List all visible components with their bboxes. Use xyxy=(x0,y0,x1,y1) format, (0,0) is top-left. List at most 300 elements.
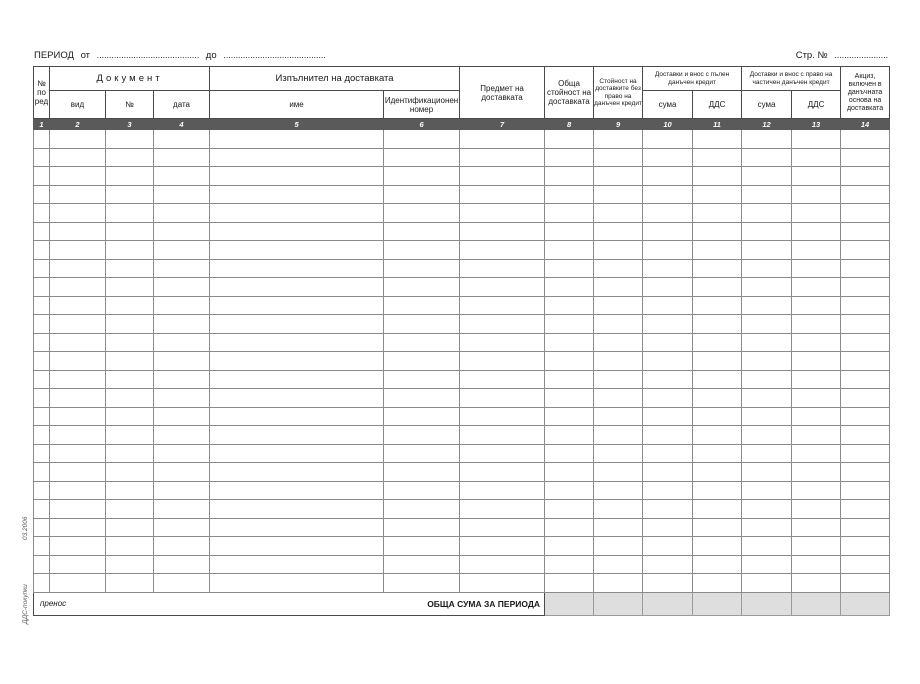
table-cell[interactable] xyxy=(545,167,594,186)
table-cell[interactable] xyxy=(742,333,792,352)
table-cell[interactable] xyxy=(545,296,594,315)
table-cell[interactable] xyxy=(643,537,693,556)
period-from-field[interactable]: .......................................... xyxy=(96,50,200,61)
table-cell[interactable] xyxy=(643,130,693,149)
table-cell[interactable] xyxy=(460,407,545,426)
table-cell[interactable] xyxy=(384,518,460,537)
table-cell[interactable] xyxy=(792,352,841,371)
table-cell[interactable] xyxy=(693,333,742,352)
table-cell[interactable] xyxy=(643,148,693,167)
table-cell[interactable] xyxy=(792,574,841,593)
table-cell[interactable] xyxy=(210,481,384,500)
table-cell[interactable] xyxy=(594,315,643,334)
table-cell[interactable] xyxy=(50,204,106,223)
table-cell[interactable] xyxy=(594,463,643,482)
table-cell[interactable] xyxy=(106,555,154,574)
table-cell[interactable] xyxy=(154,537,210,556)
table-cell[interactable] xyxy=(384,481,460,500)
table-cell[interactable] xyxy=(384,130,460,149)
table-cell[interactable] xyxy=(693,555,742,574)
table-cell[interactable] xyxy=(841,185,890,204)
table-cell[interactable] xyxy=(154,222,210,241)
table-cell[interactable] xyxy=(742,370,792,389)
table-cell[interactable] xyxy=(742,241,792,260)
table-cell[interactable] xyxy=(841,333,890,352)
table-cell[interactable] xyxy=(154,518,210,537)
table-cell[interactable] xyxy=(643,315,693,334)
table-cell[interactable] xyxy=(742,555,792,574)
table-cell[interactable] xyxy=(460,574,545,593)
table-cell[interactable] xyxy=(841,537,890,556)
table-cell[interactable] xyxy=(50,259,106,278)
table-cell[interactable] xyxy=(643,481,693,500)
table-cell[interactable] xyxy=(841,481,890,500)
total-cell[interactable] xyxy=(841,592,890,615)
table-cell[interactable] xyxy=(384,500,460,519)
table-cell[interactable] xyxy=(460,204,545,223)
table-cell[interactable] xyxy=(106,426,154,445)
table-cell[interactable] xyxy=(792,185,841,204)
table-cell[interactable] xyxy=(34,259,50,278)
table-cell[interactable] xyxy=(50,407,106,426)
table-cell[interactable] xyxy=(384,204,460,223)
table-cell[interactable] xyxy=(50,481,106,500)
table-cell[interactable] xyxy=(384,444,460,463)
table-cell[interactable] xyxy=(50,463,106,482)
table-cell[interactable] xyxy=(460,333,545,352)
table-cell[interactable] xyxy=(643,222,693,241)
table-cell[interactable] xyxy=(792,481,841,500)
table-cell[interactable] xyxy=(594,389,643,408)
table-cell[interactable] xyxy=(594,481,643,500)
table-cell[interactable] xyxy=(50,148,106,167)
table-cell[interactable] xyxy=(106,296,154,315)
table-cell[interactable] xyxy=(643,204,693,223)
table-cell[interactable] xyxy=(545,555,594,574)
table-cell[interactable] xyxy=(210,185,384,204)
table-cell[interactable] xyxy=(693,370,742,389)
table-cell[interactable] xyxy=(34,241,50,260)
table-cell[interactable] xyxy=(34,333,50,352)
table-cell[interactable] xyxy=(460,537,545,556)
table-cell[interactable] xyxy=(643,574,693,593)
table-cell[interactable] xyxy=(643,500,693,519)
table-cell[interactable] xyxy=(742,278,792,297)
table-cell[interactable] xyxy=(34,222,50,241)
table-cell[interactable] xyxy=(742,444,792,463)
table-cell[interactable] xyxy=(594,500,643,519)
table-cell[interactable] xyxy=(792,259,841,278)
table-cell[interactable] xyxy=(384,555,460,574)
table-cell[interactable] xyxy=(106,481,154,500)
table-cell[interactable] xyxy=(594,204,643,223)
table-cell[interactable] xyxy=(693,185,742,204)
table-cell[interactable] xyxy=(460,352,545,371)
table-cell[interactable] xyxy=(106,315,154,334)
table-cell[interactable] xyxy=(50,167,106,186)
table-cell[interactable] xyxy=(545,352,594,371)
table-cell[interactable] xyxy=(742,148,792,167)
table-cell[interactable] xyxy=(460,296,545,315)
table-cell[interactable] xyxy=(210,463,384,482)
table-cell[interactable] xyxy=(693,130,742,149)
table-cell[interactable] xyxy=(841,130,890,149)
table-cell[interactable] xyxy=(460,481,545,500)
table-cell[interactable] xyxy=(841,167,890,186)
table-cell[interactable] xyxy=(50,278,106,297)
table-cell[interactable] xyxy=(841,555,890,574)
table-cell[interactable] xyxy=(154,444,210,463)
total-cell[interactable] xyxy=(792,592,841,615)
table-cell[interactable] xyxy=(106,574,154,593)
table-cell[interactable] xyxy=(643,259,693,278)
table-cell[interactable] xyxy=(841,407,890,426)
table-cell[interactable] xyxy=(384,222,460,241)
table-cell[interactable] xyxy=(594,222,643,241)
table-cell[interactable] xyxy=(210,130,384,149)
table-cell[interactable] xyxy=(106,537,154,556)
table-cell[interactable] xyxy=(210,148,384,167)
table-cell[interactable] xyxy=(841,204,890,223)
table-cell[interactable] xyxy=(460,315,545,334)
table-cell[interactable] xyxy=(50,333,106,352)
table-cell[interactable] xyxy=(34,426,50,445)
table-cell[interactable] xyxy=(545,500,594,519)
table-cell[interactable] xyxy=(545,333,594,352)
table-cell[interactable] xyxy=(384,352,460,371)
table-cell[interactable] xyxy=(34,407,50,426)
table-cell[interactable] xyxy=(50,500,106,519)
table-cell[interactable] xyxy=(106,463,154,482)
table-cell[interactable] xyxy=(643,296,693,315)
table-cell[interactable] xyxy=(792,333,841,352)
table-cell[interactable] xyxy=(841,315,890,334)
table-cell[interactable] xyxy=(106,259,154,278)
table-cell[interactable] xyxy=(34,278,50,297)
table-cell[interactable] xyxy=(34,463,50,482)
table-cell[interactable] xyxy=(210,352,384,371)
table-cell[interactable] xyxy=(792,241,841,260)
table-cell[interactable] xyxy=(693,389,742,408)
table-cell[interactable] xyxy=(210,555,384,574)
table-cell[interactable] xyxy=(545,518,594,537)
table-cell[interactable] xyxy=(460,167,545,186)
table-cell[interactable] xyxy=(34,537,50,556)
period-to-field[interactable]: .......................................... xyxy=(223,50,326,61)
table-cell[interactable] xyxy=(545,574,594,593)
table-cell[interactable] xyxy=(50,296,106,315)
table-cell[interactable] xyxy=(210,500,384,519)
table-cell[interactable] xyxy=(154,481,210,500)
table-cell[interactable] xyxy=(154,241,210,260)
table-cell[interactable] xyxy=(34,370,50,389)
table-cell[interactable] xyxy=(154,407,210,426)
table-cell[interactable] xyxy=(545,204,594,223)
table-cell[interactable] xyxy=(210,167,384,186)
table-cell[interactable] xyxy=(693,259,742,278)
table-cell[interactable] xyxy=(841,426,890,445)
table-cell[interactable] xyxy=(643,352,693,371)
table-cell[interactable] xyxy=(50,537,106,556)
table-cell[interactable] xyxy=(792,555,841,574)
table-cell[interactable] xyxy=(460,222,545,241)
table-cell[interactable] xyxy=(545,278,594,297)
table-cell[interactable] xyxy=(742,500,792,519)
table-cell[interactable] xyxy=(792,167,841,186)
table-cell[interactable] xyxy=(384,370,460,389)
table-cell[interactable] xyxy=(792,537,841,556)
table-cell[interactable] xyxy=(460,278,545,297)
table-cell[interactable] xyxy=(841,241,890,260)
table-cell[interactable] xyxy=(693,500,742,519)
total-cell[interactable] xyxy=(643,592,693,615)
table-cell[interactable] xyxy=(460,426,545,445)
table-cell[interactable] xyxy=(841,296,890,315)
table-cell[interactable] xyxy=(154,389,210,408)
table-cell[interactable] xyxy=(742,389,792,408)
table-cell[interactable] xyxy=(154,463,210,482)
table-cell[interactable] xyxy=(545,407,594,426)
table-cell[interactable] xyxy=(742,426,792,445)
table-cell[interactable] xyxy=(460,518,545,537)
table-cell[interactable] xyxy=(384,296,460,315)
table-cell[interactable] xyxy=(742,130,792,149)
table-cell[interactable] xyxy=(545,130,594,149)
table-cell[interactable] xyxy=(643,444,693,463)
table-cell[interactable] xyxy=(742,185,792,204)
table-cell[interactable] xyxy=(742,204,792,223)
table-cell[interactable] xyxy=(643,185,693,204)
table-cell[interactable] xyxy=(34,444,50,463)
table-cell[interactable] xyxy=(594,130,643,149)
table-cell[interactable] xyxy=(106,130,154,149)
table-cell[interactable] xyxy=(460,241,545,260)
table-cell[interactable] xyxy=(693,315,742,334)
table-cell[interactable] xyxy=(792,518,841,537)
table-cell[interactable] xyxy=(742,167,792,186)
table-cell[interactable] xyxy=(594,555,643,574)
table-cell[interactable] xyxy=(594,444,643,463)
table-cell[interactable] xyxy=(210,407,384,426)
table-cell[interactable] xyxy=(106,500,154,519)
table-cell[interactable] xyxy=(841,463,890,482)
table-cell[interactable] xyxy=(154,296,210,315)
table-cell[interactable] xyxy=(742,481,792,500)
table-cell[interactable] xyxy=(50,518,106,537)
table-cell[interactable] xyxy=(384,426,460,445)
table-cell[interactable] xyxy=(545,148,594,167)
total-cell[interactable] xyxy=(693,592,742,615)
table-cell[interactable] xyxy=(594,167,643,186)
table-cell[interactable] xyxy=(210,426,384,445)
table-cell[interactable] xyxy=(50,555,106,574)
table-cell[interactable] xyxy=(154,148,210,167)
table-cell[interactable] xyxy=(460,259,545,278)
table-cell[interactable] xyxy=(106,370,154,389)
table-cell[interactable] xyxy=(154,370,210,389)
table-cell[interactable] xyxy=(643,555,693,574)
table-cell[interactable] xyxy=(50,130,106,149)
table-cell[interactable] xyxy=(106,444,154,463)
table-cell[interactable] xyxy=(545,444,594,463)
table-cell[interactable] xyxy=(50,389,106,408)
table-cell[interactable] xyxy=(693,407,742,426)
table-cell[interactable] xyxy=(693,296,742,315)
table-cell[interactable] xyxy=(154,574,210,593)
table-cell[interactable] xyxy=(594,185,643,204)
table-cell[interactable] xyxy=(841,500,890,519)
table-cell[interactable] xyxy=(643,389,693,408)
table-cell[interactable] xyxy=(154,555,210,574)
table-cell[interactable] xyxy=(643,463,693,482)
table-cell[interactable] xyxy=(693,222,742,241)
table-cell[interactable] xyxy=(50,370,106,389)
table-cell[interactable] xyxy=(545,259,594,278)
table-cell[interactable] xyxy=(34,481,50,500)
table-cell[interactable] xyxy=(106,241,154,260)
table-cell[interactable] xyxy=(210,204,384,223)
table-cell[interactable] xyxy=(154,130,210,149)
table-cell[interactable] xyxy=(693,426,742,445)
page-number-field[interactable]: ...................... xyxy=(834,50,888,61)
table-cell[interactable] xyxy=(106,204,154,223)
table-cell[interactable] xyxy=(34,518,50,537)
table-cell[interactable] xyxy=(34,500,50,519)
table-cell[interactable] xyxy=(34,167,50,186)
table-cell[interactable] xyxy=(643,518,693,537)
table-cell[interactable] xyxy=(742,407,792,426)
table-cell[interactable] xyxy=(154,259,210,278)
table-cell[interactable] xyxy=(50,241,106,260)
total-cell[interactable] xyxy=(742,592,792,615)
table-cell[interactable] xyxy=(841,278,890,297)
table-cell[interactable] xyxy=(742,259,792,278)
table-cell[interactable] xyxy=(742,518,792,537)
table-cell[interactable] xyxy=(210,333,384,352)
table-cell[interactable] xyxy=(792,148,841,167)
table-cell[interactable] xyxy=(643,333,693,352)
table-cell[interactable] xyxy=(210,444,384,463)
table-cell[interactable] xyxy=(50,574,106,593)
table-cell[interactable] xyxy=(643,370,693,389)
table-cell[interactable] xyxy=(693,352,742,371)
table-cell[interactable] xyxy=(643,426,693,445)
table-cell[interactable] xyxy=(594,407,643,426)
table-cell[interactable] xyxy=(34,389,50,408)
table-cell[interactable] xyxy=(594,278,643,297)
table-cell[interactable] xyxy=(841,259,890,278)
table-cell[interactable] xyxy=(594,148,643,167)
table-cell[interactable] xyxy=(643,167,693,186)
table-cell[interactable] xyxy=(545,370,594,389)
table-cell[interactable] xyxy=(792,389,841,408)
table-cell[interactable] xyxy=(50,426,106,445)
table-cell[interactable] xyxy=(50,315,106,334)
table-cell[interactable] xyxy=(693,537,742,556)
table-cell[interactable] xyxy=(34,185,50,204)
table-cell[interactable] xyxy=(460,185,545,204)
table-cell[interactable] xyxy=(210,315,384,334)
table-cell[interactable] xyxy=(594,370,643,389)
table-cell[interactable] xyxy=(643,241,693,260)
table-cell[interactable] xyxy=(792,315,841,334)
table-cell[interactable] xyxy=(154,500,210,519)
table-cell[interactable] xyxy=(460,148,545,167)
table-cell[interactable] xyxy=(594,518,643,537)
table-cell[interactable] xyxy=(841,574,890,593)
table-cell[interactable] xyxy=(384,167,460,186)
table-cell[interactable] xyxy=(545,537,594,556)
table-cell[interactable] xyxy=(210,370,384,389)
table-cell[interactable] xyxy=(154,278,210,297)
table-cell[interactable] xyxy=(792,426,841,445)
table-cell[interactable] xyxy=(34,296,50,315)
table-cell[interactable] xyxy=(693,481,742,500)
table-cell[interactable] xyxy=(594,537,643,556)
table-cell[interactable] xyxy=(792,370,841,389)
table-cell[interactable] xyxy=(792,444,841,463)
table-cell[interactable] xyxy=(34,315,50,334)
table-cell[interactable] xyxy=(742,537,792,556)
table-cell[interactable] xyxy=(50,222,106,241)
table-cell[interactable] xyxy=(154,185,210,204)
table-cell[interactable] xyxy=(594,296,643,315)
table-cell[interactable] xyxy=(594,259,643,278)
table-cell[interactable] xyxy=(384,259,460,278)
table-cell[interactable] xyxy=(841,222,890,241)
table-cell[interactable] xyxy=(643,278,693,297)
table-cell[interactable] xyxy=(154,426,210,445)
table-cell[interactable] xyxy=(106,222,154,241)
table-cell[interactable] xyxy=(545,185,594,204)
table-cell[interactable] xyxy=(693,518,742,537)
table-cell[interactable] xyxy=(792,296,841,315)
table-cell[interactable] xyxy=(643,407,693,426)
table-cell[interactable] xyxy=(384,407,460,426)
table-cell[interactable] xyxy=(792,500,841,519)
table-cell[interactable] xyxy=(742,315,792,334)
table-cell[interactable] xyxy=(460,444,545,463)
table-cell[interactable] xyxy=(210,259,384,278)
table-cell[interactable] xyxy=(50,185,106,204)
table-cell[interactable] xyxy=(545,481,594,500)
table-cell[interactable] xyxy=(384,278,460,297)
table-cell[interactable] xyxy=(742,574,792,593)
table-cell[interactable] xyxy=(34,130,50,149)
table-cell[interactable] xyxy=(154,315,210,334)
table-cell[interactable] xyxy=(154,167,210,186)
table-cell[interactable] xyxy=(693,167,742,186)
table-cell[interactable] xyxy=(34,574,50,593)
table-cell[interactable] xyxy=(545,389,594,408)
table-cell[interactable] xyxy=(210,241,384,260)
table-cell[interactable] xyxy=(841,444,890,463)
table-cell[interactable] xyxy=(742,463,792,482)
table-cell[interactable] xyxy=(34,555,50,574)
table-cell[interactable] xyxy=(50,444,106,463)
table-cell[interactable] xyxy=(693,278,742,297)
table-cell[interactable] xyxy=(210,278,384,297)
table-cell[interactable] xyxy=(384,241,460,260)
table-cell[interactable] xyxy=(545,463,594,482)
table-cell[interactable] xyxy=(106,148,154,167)
table-cell[interactable] xyxy=(384,315,460,334)
table-cell[interactable] xyxy=(460,555,545,574)
table-cell[interactable] xyxy=(545,222,594,241)
table-cell[interactable] xyxy=(154,204,210,223)
table-cell[interactable] xyxy=(50,352,106,371)
table-cell[interactable] xyxy=(841,148,890,167)
